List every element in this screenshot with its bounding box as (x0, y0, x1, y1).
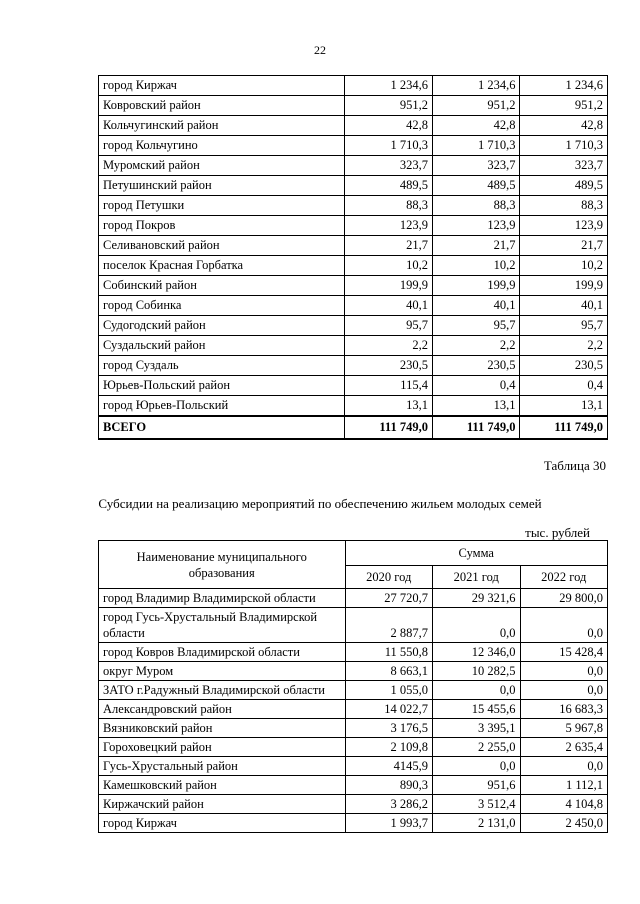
amount-col-1: 10,2 (345, 256, 433, 276)
amount-col-2: 323,7 (432, 156, 520, 176)
amount-col-1: 323,7 (345, 156, 433, 176)
amount-col-2: 230,5 (432, 356, 520, 376)
amount-col-3: 230,5 (520, 356, 608, 376)
amount-2021: 3 512,4 (433, 795, 520, 814)
table-row (99, 608, 608, 643)
young-families-subsidy-table (98, 540, 608, 833)
unit-label: тыс. рублей (525, 525, 590, 540)
amount-col-3: 2,2 (520, 336, 608, 356)
table-title: Субсидии на реализацию мероприятий по обеспечению жильем молодых семей (98, 496, 542, 511)
municipality-name: Вязниковский район (99, 719, 346, 738)
amount-col-3: 10,2 (520, 256, 608, 276)
municipality-name: Суздальский район (99, 336, 345, 356)
amount-2021: 3 395,1 (433, 719, 520, 738)
amount-2021: 951,6 (433, 776, 520, 795)
amount-2022: 0,0 (520, 757, 608, 776)
table-row (99, 116, 608, 136)
table-row (99, 176, 608, 196)
table-row (99, 719, 608, 738)
municipality-name: город Гусь-Хрустальный Владимирской области (99, 608, 346, 643)
amount-col-1: 88,3 (345, 196, 433, 216)
amount-col-1: 2,2 (345, 336, 433, 356)
amount-col-2: 1 710,3 (432, 136, 520, 156)
amount-col-3: 199,9 (520, 276, 608, 296)
amount-2022: 0,0 (520, 681, 608, 700)
table-row (99, 136, 608, 156)
table-row (99, 316, 608, 336)
amount-col-1: 489,5 (345, 176, 433, 196)
amount-col-2: 0,4 (432, 376, 520, 396)
municipality-name: город Владимир Владимирской области (99, 589, 346, 608)
table-row (99, 776, 608, 795)
amount-col-2: 10,2 (432, 256, 520, 276)
table-row (99, 156, 608, 176)
amount-col-3: 1 710,3 (520, 136, 608, 156)
amount-2021: 2 255,0 (433, 738, 520, 757)
municipality-name: Собинский район (99, 276, 345, 296)
total-label: ВСЕГО (99, 416, 345, 439)
total-row (99, 416, 608, 439)
amount-col-2: 95,7 (432, 316, 520, 336)
municipality-name: ЗАТО г.Радужный Владимирской области (99, 681, 346, 700)
table-row (99, 376, 608, 396)
amount-col-2: 123,9 (432, 216, 520, 236)
table-row (99, 196, 608, 216)
municipality-name: город Суздаль (99, 356, 345, 376)
municipality-name: Юрьев-Польский район (99, 376, 345, 396)
amount-col-1: 13,1 (345, 396, 433, 417)
amount-col-1: 1 234,6 (345, 76, 433, 96)
table-row (99, 396, 608, 417)
amount-col-3: 95,7 (520, 316, 608, 336)
amount-col-1: 21,7 (345, 236, 433, 256)
municipality-name: Селивановский район (99, 236, 345, 256)
municipality-name: город Киржач (99, 814, 346, 833)
amount-2020: 14 022,7 (345, 700, 433, 719)
amount-col-3: 323,7 (520, 156, 608, 176)
amount-col-1: 42,8 (345, 116, 433, 136)
table-header (99, 541, 608, 589)
municipality-name: Кольчугинский район (99, 116, 345, 136)
amount-2022: 0,0 (520, 608, 608, 643)
header-municipality: Наименование муниципального образования (99, 541, 346, 589)
table-row (99, 256, 608, 276)
table-row (99, 76, 608, 96)
amount-col-2: 1 234,6 (432, 76, 520, 96)
amount-2020: 1 055,0 (345, 681, 433, 700)
amount-col-1: 40,1 (345, 296, 433, 316)
amount-col-1: 123,9 (345, 216, 433, 236)
table-row (99, 356, 608, 376)
amount-col-2: 88,3 (432, 196, 520, 216)
table-row (99, 96, 608, 116)
municipality-name: Судогодский район (99, 316, 345, 336)
table-row (99, 216, 608, 236)
amount-2022: 16 683,3 (520, 700, 608, 719)
total-col-3: 111 749,0 (520, 416, 608, 439)
amount-col-3: 951,2 (520, 96, 608, 116)
amount-2022: 0,0 (520, 662, 608, 681)
amount-2020: 27 720,7 (345, 589, 433, 608)
amount-col-3: 88,3 (520, 196, 608, 216)
amount-2020: 2 109,8 (345, 738, 433, 757)
amount-2020: 3 176,5 (345, 719, 433, 738)
municipality-name: город Покров (99, 216, 345, 236)
amount-2022: 4 104,8 (520, 795, 608, 814)
amount-col-3: 1 234,6 (520, 76, 608, 96)
municipality-name: город Киржач (99, 76, 345, 96)
allocation-table-continued (98, 75, 608, 440)
amount-2021: 29 321,6 (433, 589, 520, 608)
table-row (99, 681, 608, 700)
table-row (99, 336, 608, 356)
subsidy-table-body (99, 589, 608, 833)
amount-2021: 15 455,6 (433, 700, 520, 719)
header-year-2022: 2022 год (520, 566, 608, 589)
amount-col-2: 42,8 (432, 116, 520, 136)
page-number: 22 (314, 43, 326, 57)
municipality-name: поселок Красная Горбатка (99, 256, 345, 276)
amount-2022: 29 800,0 (520, 589, 608, 608)
amount-col-1: 1 710,3 (345, 136, 433, 156)
table-row (99, 795, 608, 814)
table-row (99, 589, 608, 608)
amount-col-3: 13,1 (520, 396, 608, 417)
header-sum: Сумма (345, 541, 608, 566)
table-row (99, 738, 608, 757)
amount-col-3: 0,4 (520, 376, 608, 396)
amount-2020: 3 286,2 (345, 795, 433, 814)
amount-2022: 2 450,0 (520, 814, 608, 833)
amount-col-2: 489,5 (432, 176, 520, 196)
municipality-name: город Петушки (99, 196, 345, 216)
amount-col-3: 21,7 (520, 236, 608, 256)
amount-col-2: 199,9 (432, 276, 520, 296)
amount-col-2: 40,1 (432, 296, 520, 316)
municipality-name: округ Муром (99, 662, 346, 681)
amount-col-2: 13,1 (432, 396, 520, 417)
amount-2022: 15 428,4 (520, 643, 608, 662)
amount-col-3: 489,5 (520, 176, 608, 196)
amount-col-1: 951,2 (345, 96, 433, 116)
header-year-2020: 2020 год (345, 566, 433, 589)
amount-2021: 10 282,5 (433, 662, 520, 681)
amount-col-1: 115,4 (345, 376, 433, 396)
amount-2021: 0,0 (433, 608, 520, 643)
table-row (99, 276, 608, 296)
municipality-name: Александровский район (99, 700, 346, 719)
municipality-name: город Кольчугино (99, 136, 345, 156)
amount-col-2: 21,7 (432, 236, 520, 256)
amount-col-3: 40,1 (520, 296, 608, 316)
header-year-2021: 2021 год (433, 566, 520, 589)
table-row (99, 643, 608, 662)
municipality-name: город Юрьев-Польский (99, 396, 345, 417)
amount-col-1: 95,7 (345, 316, 433, 336)
amount-2020: 1 993,7 (345, 814, 433, 833)
municipality-name: город Ковров Владимирской области (99, 643, 346, 662)
municipality-name: Муромский район (99, 156, 345, 176)
amount-2020: 8 663,1 (345, 662, 433, 681)
table-row (99, 662, 608, 681)
table-row (99, 700, 608, 719)
amount-2021: 2 131,0 (433, 814, 520, 833)
table-row (99, 296, 608, 316)
amount-2022: 2 635,4 (520, 738, 608, 757)
municipality-name: Камешковский район (99, 776, 346, 795)
amount-col-1: 199,9 (345, 276, 433, 296)
amount-2020: 890,3 (345, 776, 433, 795)
amount-col-2: 2,2 (432, 336, 520, 356)
amount-2021: 0,0 (433, 757, 520, 776)
amount-col-3: 42,8 (520, 116, 608, 136)
total-col-1: 111 749,0 (345, 416, 433, 439)
amount-2022: 1 112,1 (520, 776, 608, 795)
amount-col-3: 123,9 (520, 216, 608, 236)
amount-2020: 2 887,7 (345, 608, 433, 643)
amount-2021: 12 346,0 (433, 643, 520, 662)
municipality-name: Гороховецкий район (99, 738, 346, 757)
amount-2020: 11 550,8 (345, 643, 433, 662)
amount-2020: 4145,9 (345, 757, 433, 776)
amount-col-1: 230,5 (345, 356, 433, 376)
table-row (99, 236, 608, 256)
municipality-name: Киржачский район (99, 795, 346, 814)
municipality-name: Петушинский район (99, 176, 345, 196)
table-caption: Таблица 30 (543, 458, 606, 473)
total-col-2: 111 749,0 (432, 416, 520, 439)
municipality-name: Ковровский район (99, 96, 345, 116)
table-row (99, 757, 608, 776)
allocation-table-body (99, 76, 608, 440)
municipality-name: Гусь-Хрустальный район (99, 757, 346, 776)
municipality-name: город Собинка (99, 296, 345, 316)
amount-2021: 0,0 (433, 681, 520, 700)
table-row (99, 814, 608, 833)
amount-col-2: 951,2 (432, 96, 520, 116)
amount-2022: 5 967,8 (520, 719, 608, 738)
